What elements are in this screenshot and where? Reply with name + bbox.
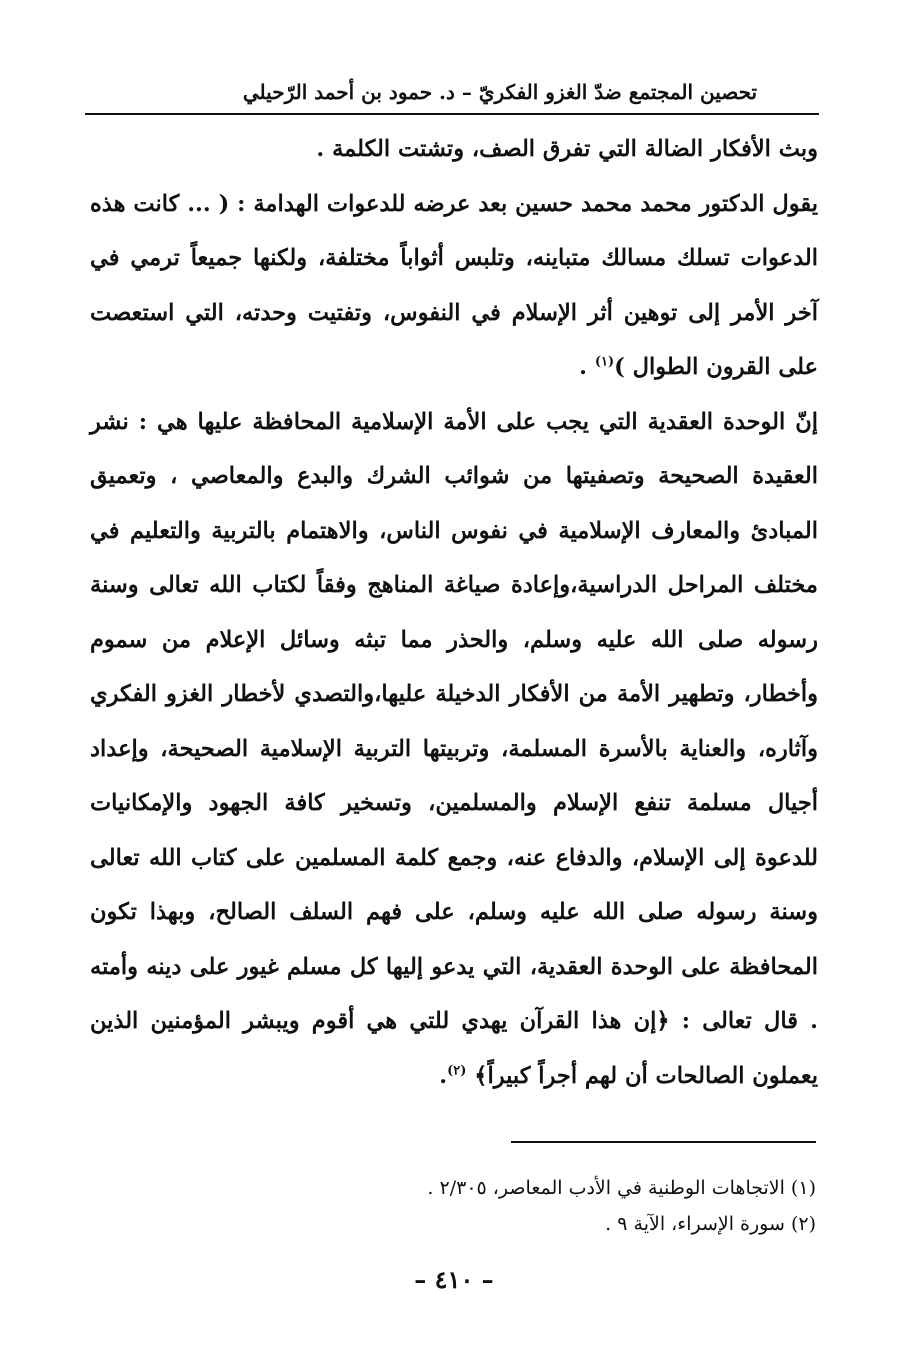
paragraph-3-text: إنّ الوحدة العقدية التي يجب على الأمة الإسلامية المحافظة عليها هي : نشر العقيدة الصحيحة وتصفيتها من شوائب الشرك والبدع والمعاصي ، وتعميق المبادئ والمعارف الإسلامية في نفوس الناس، والاهتمام بالتربية والتعليم في مختلف المراحل الدراسية،وإعادة صياغة المناهج وفقاً لكتاب الله تعالى وسنة رسوله صلى الله عليه وسلم، والحذر مما تبثه وسائل الإعلام من سموم وأخطار، وتطهير الأمة من الأفكار الدخيلة عليها،والتصدي لأخطار الغزو الفكري وآثاره، والعناية بالأسرة المسلمة، وتربيتها التربية الإسلامية الصحيحة، وإعداد أجيال مسلمة تنفع الإسلام والمسلمين، وتسخير كافة الجهود والإمكانيات للدعوة إلى الإسلام، والدفاع عنه، وجمع كلمة المسلمين على كتاب الله تعالى وسنة رسوله صلى الله عليه وسلم، على فهم السلف الصالح، وبهذا تكون المحافظة على الوحدة العقدية، التي يدعو إليها كل مسلم غيور على دينه وأمته .	[90, 408, 818, 1034]
paragraph-2	[90, 177, 818, 395]
paragraph-1: وبث الأفكار الضالة التي تفرق الصف، وتشتت الكلمة .	[316, 136, 818, 162]
main-text	[90, 122, 818, 1103]
page-number: – ٤١٠ –	[414, 1265, 494, 1294]
paragraph-3-end: .	[439, 1062, 448, 1089]
footnotes	[88, 1170, 816, 1242]
footnote-ref-1: (١)	[594, 354, 615, 370]
paragraph-2-text: يقول الدكتور محمد محمد حسين بعد عرضه للدعوات الهدامة : ( ... كانت هذه الدعوات تسلك مسالك متباينه، وتلبس أثواباً مختلفة، ولكنها جميعاً ترمي في آخر الأمر إلى توهين أثر الإسلام في النفوس، وتفتيت وحدته، التي استعصت على القرون الطوال )	[90, 190, 818, 380]
quran-verse: ﴿إن هذا القرآن يهدي للتي هي أقوم ويبشر المؤمنين الذين يعملون الصالحات أن لهم أجراً كبيراً﴾	[90, 1008, 818, 1089]
footnote-divider	[511, 1141, 816, 1143]
header-divider	[85, 113, 819, 115]
paragraph-3	[90, 395, 818, 1104]
footnote-1: (١) الاتجاهات الوطنية في الأدب المعاصر، ٢/٣٠٥ .	[427, 1177, 816, 1199]
footnote-2: (٢) سورة الإسراء، الآية ٩ .	[605, 1213, 816, 1235]
paragraph-2-end: .	[579, 354, 595, 380]
running-header: تحصين المجتمع ضدّ الغزو الفكريّ – د. حمود بن أحمد الرّحيلي	[242, 80, 758, 104]
footnote-ref-2: (٢)	[447, 1063, 467, 1078]
paragraph-3-qal: قال تعالى :	[669, 1008, 811, 1034]
